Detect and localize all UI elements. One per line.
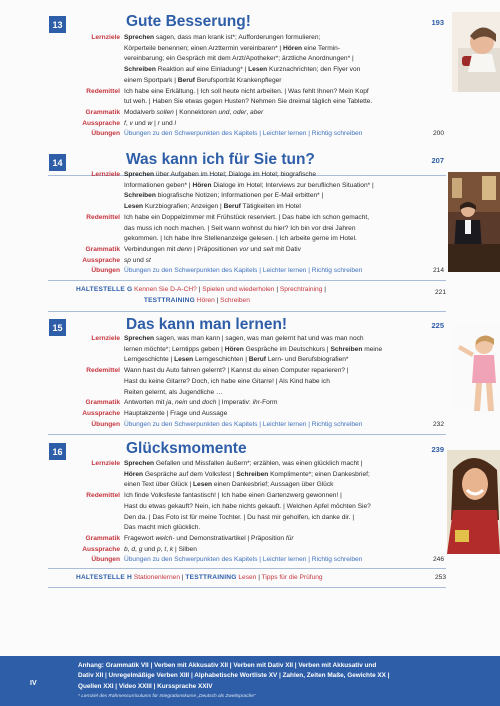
haltestelle-key: HALTESTELLE G — [76, 286, 133, 293]
haltestelle-item[interactable]: Hören — [196, 296, 215, 304]
label-aussprache: Aussprache — [82, 119, 120, 127]
chapter-15-details — [0, 334, 500, 430]
haltestelle-item[interactable]: Kennen Sie D-A-CH? — [134, 286, 197, 293]
aussprache-text: b, d, g und p, t, k | Silben — [124, 545, 197, 553]
label-uebungen: Übungen — [91, 130, 120, 138]
anhang-line[interactable]: Anhang: Grammatik VII | Verben mit Akkusativ XII | Verben mit Dativ XII | Verben mit Akkusativ und — [78, 662, 377, 669]
photo-happy-woman — [447, 450, 500, 554]
uebungen-page: 246 — [432, 556, 444, 564]
label-lernziele: Lernziele — [91, 460, 120, 467]
redemittel-line: Ich habe ein Doppelzimmer mit Frühstück reserviert. | Das habe ich schon gemacht, — [124, 213, 370, 221]
aussprache-text: f, v und w | r und l — [124, 119, 176, 127]
lernziele-line: einen Text über Glück | Lesen einen Dankesbrief; Aussagen über Glück — [124, 481, 334, 489]
page-number: IV — [30, 680, 37, 687]
label-redemittel: Redemittel — [86, 87, 120, 95]
chapter-title[interactable]: Was kann ich für Sie tun? — [126, 151, 315, 168]
chapter-number: 13 — [49, 16, 66, 33]
divider — [48, 280, 446, 281]
footer-bar — [0, 656, 500, 706]
photo-child-learning — [454, 323, 500, 415]
uebungen-page: 200 — [432, 130, 444, 138]
haltestelle-item[interactable]: Schreiben — [220, 296, 250, 304]
haltestelle-h: HALTESTELLE H Stationenlernen | TESTTRAINING Lesen | Tipps für die Prüfung 253 — [76, 573, 446, 584]
haltestelle-page: 221 — [434, 289, 446, 296]
divider — [48, 568, 446, 569]
uebungen-page: 232 — [432, 420, 444, 428]
divider — [48, 587, 446, 588]
haltestelle-page: 253 — [434, 574, 446, 581]
haltestelle-item[interactable]: Stationenlernen — [133, 574, 181, 581]
uebungen-page: 214 — [432, 267, 444, 275]
redemittel-line: Ich finde Volksfeste fantastisch! | Ich habe einen Gartenzwerg gewonnen! | — [124, 492, 342, 500]
lernziele-line: einem Sportpark | Beruf Berufsporträt Krankenpfleger — [124, 76, 282, 84]
anhang-list — [78, 661, 458, 692]
haltestelle-item[interactable]: Tipps für die Prüfung — [261, 574, 323, 581]
label-lernziele: Lernziele — [91, 171, 120, 178]
chapter-14-details — [0, 170, 500, 277]
grammatik-text: Fragewort welch- und Demonstrativartikel | Präposition für — [124, 534, 294, 542]
lernziele-line: Sprechen Gefallen und Missfallen äußern*; erzählen, was einen glücklich macht | — [124, 460, 363, 467]
lernziele-line: Hören Gespräche auf dem Volksfest | Schreiben Komplimente*; einen Dankesbrief; — [124, 470, 370, 478]
label-redemittel: Redemittel — [86, 213, 120, 221]
label-uebungen: Übungen — [91, 267, 120, 275]
chapter-page: 193 — [431, 18, 444, 27]
redemittel-line: tut weh. | Haben Sie etwas gegen Husten? Nehmen Sie dreimal täglich eine Tablette. — [124, 98, 373, 106]
divider — [48, 311, 446, 312]
lernziele-line: lernen möchte*; Lerntipps geben | Hören Gespräche im Deutschkurs | Schreiben meine — [124, 345, 383, 353]
chapter-title[interactable]: Gute Besserung! — [126, 13, 251, 30]
chapter-page: 239 — [431, 445, 444, 454]
uebungen-link[interactable]: Übungen zu den Schwerpunkten des Kapitels | Leichter lernen | Richtig schreiben — [124, 130, 363, 138]
label-aussprache: Aussprache — [82, 545, 120, 553]
chapter-16-details — [0, 459, 500, 566]
photo-sick-person — [452, 12, 500, 92]
uebungen-link[interactable]: Übungen zu den Schwerpunkten des Kapitels | Leichter lernen | Richtig schreiben — [124, 267, 363, 275]
testtraining-key: TESTTRAINING — [185, 574, 237, 581]
haltestelle-item[interactable]: Sprechtraining — [279, 286, 323, 293]
label-grammatik: Grammatik — [85, 108, 120, 116]
footnote: * Lernziel des Rahmencurriculums für Integrationskurse „Deutsch als Zweitsprache“ — [78, 694, 256, 699]
label-lernziele: Lernziele — [91, 335, 120, 342]
redemittel-line: Das macht mich glücklich. — [124, 524, 201, 532]
divider — [48, 434, 446, 435]
lernziele-line: Lerngeschichte | Lesen Lerngeschichten | Beruf Lern- und Berufsbiografien* — [124, 356, 349, 364]
chapter-title[interactable]: Glücksmomente — [126, 440, 247, 457]
lernziele-line: Körperteile benennen; einen Arzttermin vereinbaren* | Hören eine Termin- — [124, 44, 341, 52]
redemittel-line: Den da. | Das Foto ist für meine Tochter. | Du hast mir geholfen, ich danke dir. | — [124, 513, 355, 521]
label-grammatik: Grammatik — [85, 399, 120, 407]
anhang-line[interactable]: Dativ XII | Unregelmäßige Verben XIII | Alphabetische Wortliste XV | Zahlen, Zeiten Maße, Gewichte XX | — [78, 672, 390, 680]
label-uebungen: Übungen — [91, 420, 120, 428]
redemittel-line: Reiten gelernt, als Jugendliche … — [124, 388, 223, 396]
label-grammatik: Grammatik — [85, 534, 120, 542]
redemittel-line: Hast du etwas gekauft? Nein, ich habe nichts gekauft. | Welchen Apfel möchten Sie? — [124, 502, 371, 510]
uebungen-link[interactable]: Übungen zu den Schwerpunkten des Kapitels | Leichter lernen | Richtig schreiben — [124, 420, 363, 428]
label-redemittel: Redemittel — [86, 492, 120, 500]
haltestelle-key: HALTESTELLE H — [76, 574, 132, 581]
chapter-page: 207 — [431, 156, 444, 165]
uebungen-link[interactable]: Übungen zu den Schwerpunkten des Kapitels | Leichter lernen | Richtig schreiben — [124, 556, 363, 564]
lernziele-line: Schreiben biografische Notizen; Informationen per E-Mail erbitten* | — [124, 192, 324, 200]
lernziele-line: Lesen Kurzbiografien; Anzeigen | Beruf Tätigkeiten im Hotel — [124, 203, 301, 211]
chapter-page: 225 — [431, 321, 444, 330]
grammatik-text: Verbindungen mit denn | Präpositionen vor und seit mit Dativ — [124, 245, 301, 253]
lernziele-line: Schreiben Reaktion auf eine Einladung* | Lesen Kurznachrichten; den Flyer von — [124, 66, 361, 74]
lernziele-line: Informationen geben* | Hören Dialoge im Hotel; Interviews zur beruflichen Situation* | — [124, 181, 374, 189]
label-grammatik: Grammatik — [85, 245, 120, 253]
chapter-number: 14 — [49, 154, 66, 171]
redemittel-line: Ich habe eine Erkältung. | Ich soll heute nicht arbeiten. | Was fehlt Ihnen? Mein Kopf — [124, 87, 369, 95]
lernziele-line: Sprechen über Aufgaben im Hotel; Dialoge im Hotel; biografische — [124, 171, 317, 178]
redemittel-line: Wann hast du Auto fahren gelernt? | Kannst du einen Computer reparieren? | — [124, 367, 349, 375]
redemittel-line: das muss ich noch machen. | Seit wann wohnst du hier? Ich bin vor drei Jahren — [124, 224, 356, 232]
redemittel-line: Hast du keine Gitarre? Doch, ich habe eine Gitarre! | Als Kind habe ich — [124, 377, 330, 385]
photo-hotel-reception — [448, 172, 500, 272]
testtraining-key: TESTTRAINING — [143, 296, 195, 304]
label-aussprache: Aussprache — [82, 409, 120, 417]
grammatik-text: Antworten mit ja, nein und doch | Imperativ: ihr-Form — [124, 399, 278, 407]
label-aussprache: Aussprache — [82, 256, 120, 264]
anhang-line[interactable]: Quellen XXI | Video XXIII | Kurssprache XXIV — [78, 682, 213, 690]
aussprache-text: sp und st — [124, 256, 151, 264]
chapter-13-details — [0, 33, 500, 140]
haltestelle-item[interactable]: Spielen und wiederholen — [202, 286, 275, 293]
haltestelle-item[interactable]: Lesen — [238, 574, 257, 581]
chapter-number: 16 — [49, 443, 66, 460]
lernziele-line: vereinbarung; ein Gespräch mit dem Arzt/Apotheker*; ärztliche Anordnungen* | — [124, 55, 354, 63]
label-lernziele: Lernziele — [91, 34, 120, 41]
haltestelle-g: HALTESTELLE G Kennen Sie D-A-CH? | Spielen und wiederholen | Sprechtraining | 221 TESTTRAINING Hören | Schreiben — [76, 286, 446, 304]
aussprache-text: Hauptakzente | Frage und Aussage — [124, 409, 228, 417]
label-redemittel: Redemittel — [86, 367, 120, 375]
redemittel-line: gekommen. | Ich habe Ihre Stellenanzeige gelesen. | Ich arbeite gerne im Hotel. — [124, 235, 357, 243]
grammatik-text: Modalverb sollen | Konnektoren und, oder, aber — [124, 108, 264, 116]
lernziele-line: Sprechen sagen, dass man krank ist*; Aufforderungen formulieren; — [124, 34, 321, 41]
chapter-title[interactable]: Das kann man lernen! — [126, 316, 288, 333]
label-uebungen: Übungen — [91, 556, 120, 564]
chapter-number: 15 — [49, 319, 66, 336]
lernziele-line: Sprechen sagen, was man kann | sagen, was man gelernt hat und was man noch — [124, 335, 364, 342]
